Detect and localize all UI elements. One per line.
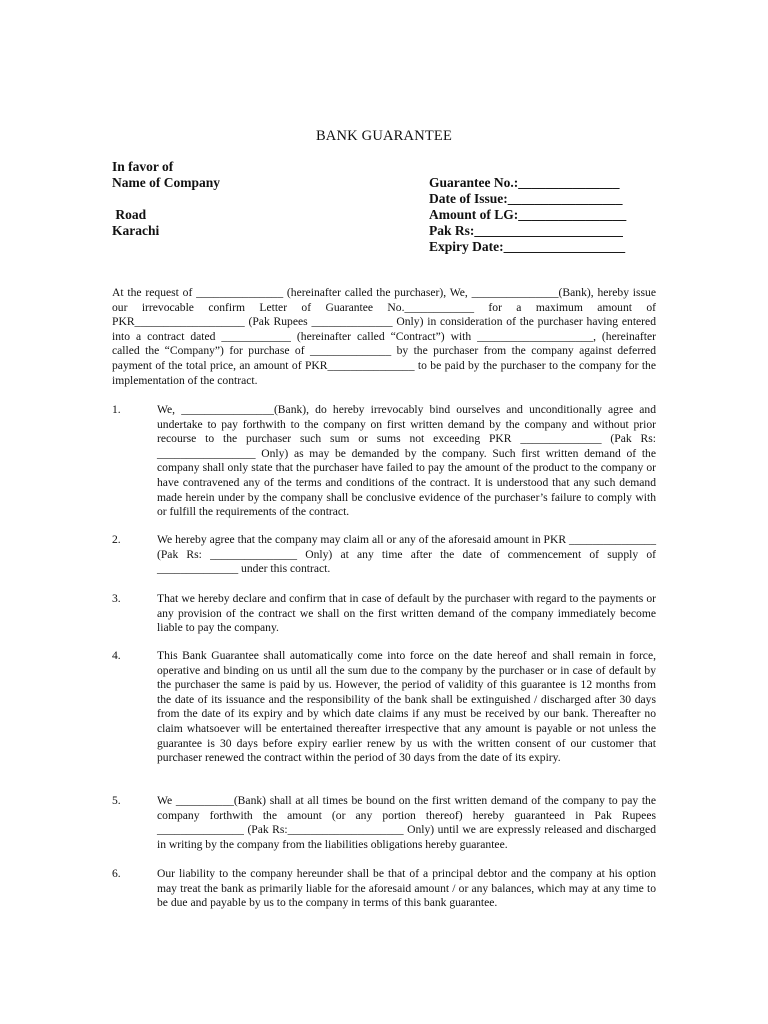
- guarantee-no-field: Guarantee No.:_______________: [429, 175, 620, 190]
- guarantee-details-block: [429, 175, 626, 255]
- in-favor-of-label: In favor of: [112, 159, 174, 174]
- clause-number: 2.: [112, 533, 121, 546]
- amount-of-lg-field: Amount of LG:________________: [429, 207, 627, 222]
- pak-rs-field: Pak Rs:______________________: [429, 223, 623, 238]
- intro-paragraph: At the request of _______________ (hereinafter called the purchaser), We, _______________(Bank), hereby issue our irrevocable confirm Letter of Guarantee No.____________ for a maximum amount of PKR___________________ (Pak Rupees ______________ Only) in consideration of the purchaser having entered into a contract dated ____________ (hereinafter called “Contract”) with ____________________, (hereinafter called the “Company”) for purchase of ______________ by the purchaser from the company against deferred payment of the total price, an amount of PKR_______________ to be paid by the purchaser to the company for the implementation of the contract.: [112, 286, 656, 387]
- clause-text: We __________(Bank) shall at all times be bound on the first written demand of the company to pay the company forthwith the amount (or any portion thereof) hereby guaranteed in Pak Rupees _______________ (Pak Rs:____________________ Only) until we are expressly released and discharged in writing by the company from the liabilities obligations hereby guarantee.: [157, 794, 656, 851]
- clause-number: 4.: [112, 649, 121, 662]
- clause-number: 5.: [112, 794, 121, 807]
- clause-text: We hereby agree that the company may claim all or any of the aforesaid amount in PKR _______________ (Pak Rs: _______________ Only) at any time after the date of commencement of supply of ______________ under this contract.: [157, 533, 656, 576]
- clause-text: We, ________________(Bank), do hereby irrevocably bind ourselves and unconditionally agree and undertake to pay forthwith to the company on first written demand by the company and without prior recourse to the purchaser such sum or sums not exceeding PKR ______________ (Pak Rs: _________________ Only) as may be demanded by the company. Such first written demand of the company shall only state that the purchaser have failed to pay the amount of the product to the company or have contravened any of the terms and conditions of the contract. It is understood that any such demand made herein under by the company shall be conclusive evidence of the purchaser’s failure to comply with or fulfill the requirements of the contract.: [157, 403, 656, 519]
- clause-4: [112, 649, 656, 766]
- spacer: [112, 191, 220, 207]
- city-label: Karachi: [112, 223, 160, 238]
- clause-text: This Bank Guarantee shall automatically come into force on the date hereof and shall remain in force, operative and binding on us until all the sum due to the company by the purchaser or in case of default by the purchaser the same is paid by us. However, the period of validity of this guarantee is 12 months from the date of its issuance and the responsibility of the bank shall be extinguished / discharged after 30 days from the date of its expiry and by which date claims if any must be received by our bank. Thereafter no claim whatsoever will be entertained thereafter irrespective that any amount is payable or not unless the guarantee is 30 days before expiry earlier renew by us with the written consent of our customer that purchaser renewed the contract within the period of 30 days from the date of its expiry.: [157, 649, 656, 765]
- clause-2: [112, 533, 656, 577]
- clause-number: 6.: [112, 867, 121, 880]
- recipient-block: [112, 159, 220, 239]
- road-label: Road: [112, 207, 147, 222]
- date-of-issue-field: Date of Issue:_________________: [429, 191, 623, 206]
- clause-text: Our liability to the company hereunder shall be that of a principal debtor and the company at his option may treat the bank as primarily liable for the aforesaid amount / or any balances, which may at any time to be due and payable by us to the company in terms of this bank guarantee.: [157, 867, 656, 910]
- clause-6: [112, 867, 656, 911]
- expiry-date-field: Expiry Date:__________________: [429, 239, 626, 254]
- clause-1: [112, 403, 656, 520]
- clause-number: 3.: [112, 592, 121, 605]
- clause-5: [112, 794, 656, 852]
- clause-text: That we hereby declare and confirm that in case of default by the purchaser with regard to the payments or any provision of the contract we shall on the first written demand of the company immediately become liable to pay the company.: [157, 592, 656, 635]
- clause-3: [112, 592, 656, 636]
- clause-number: 1.: [112, 403, 121, 416]
- company-name-label: Name of Company: [112, 175, 220, 190]
- document-title: BANK GUARANTEE: [315, 128, 453, 144]
